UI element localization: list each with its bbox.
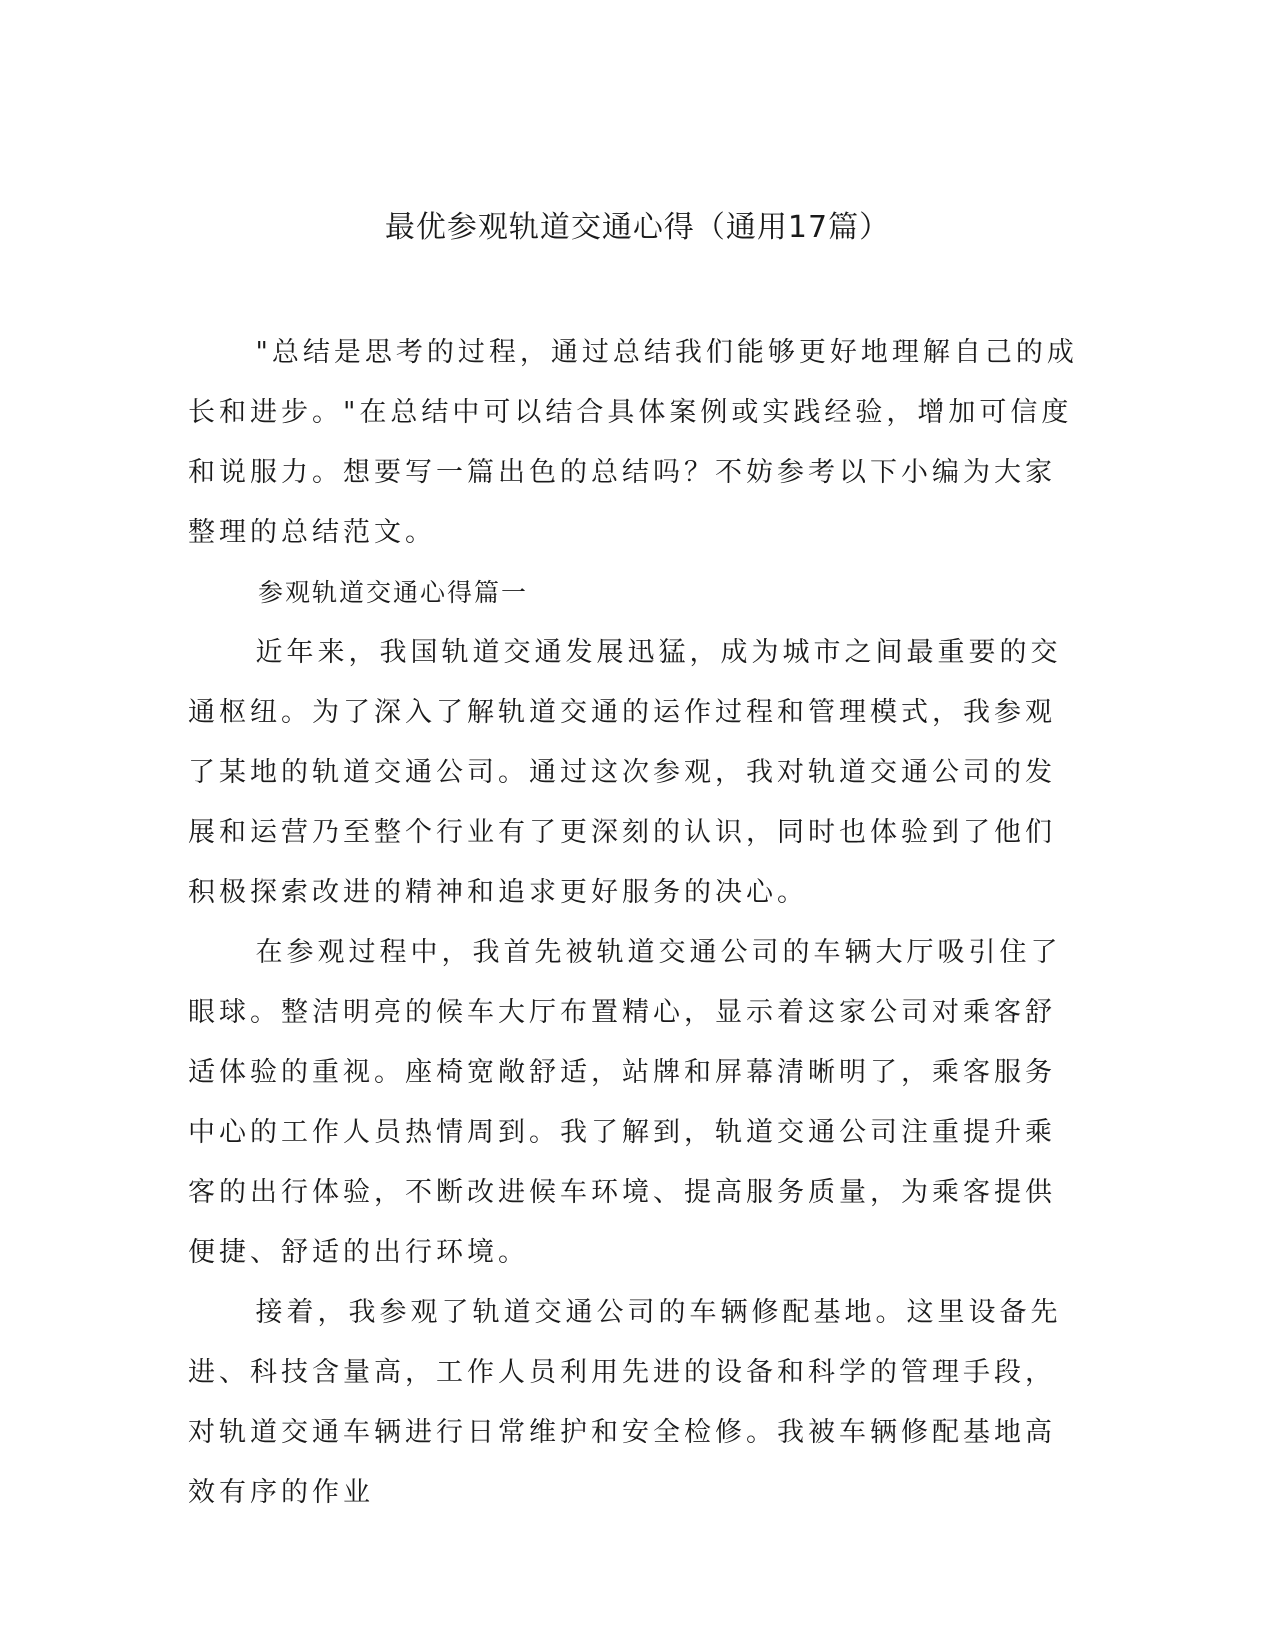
- document-title: 最优参观轨道交通心得（通用17篇）: [384, 210, 891, 245]
- body-paragraph-3: 接着，我参观了轨道交通公司的车辆修配基地。这里设备先进、科技含量高，工作人员利用先进的设备和科学的管理手段，对轨道交通车辆进行日常维护和安全检修。我被车辆修配基地高效有序的作业: [188, 1297, 1062, 1508]
- intro-paragraph: "总结是思考的过程，通过总结我们能够更好地理解自己的成长和进步。"在总结中可以结合具体案例或实践经验，增加可信度和说服力。想要写一篇出色的总结吗？不妨参考以下小编为大家整理的总结范文。: [188, 337, 1078, 548]
- body-paragraph-2: 在参观过程中，我首先被轨道交通公司的车辆大厅吸引住了眼球。整洁明亮的候车大厅布置精心，显示着这家公司对乘客舒适体验的重视。座椅宽敞舒适，站牌和屏幕清晰明了，乘客服务中心的工作人员热情周到。我了解到，轨道交通公司注重提升乘客的出行体验，不断改进候车环境、提高服务质量，为乘客提供便捷、舒适的出行环境。: [188, 937, 1062, 1268]
- body-paragraph-1: 近年来，我国轨道交通发展迅猛，成为城市之间最重要的交通枢纽。为了深入了解轨道交通的运作过程和管理模式，我参观了某地的轨道交通公司。通过这次参观，我对轨道交通公司的发展和运营乃至整个行业有了更深刻的认识，同时也体验到了他们积极探索改进的精神和追求更好服务的决心。: [188, 637, 1062, 908]
- section-heading: 参观轨道交通心得篇一: [258, 578, 529, 607]
- document-body: [188, 323, 1078, 1523]
